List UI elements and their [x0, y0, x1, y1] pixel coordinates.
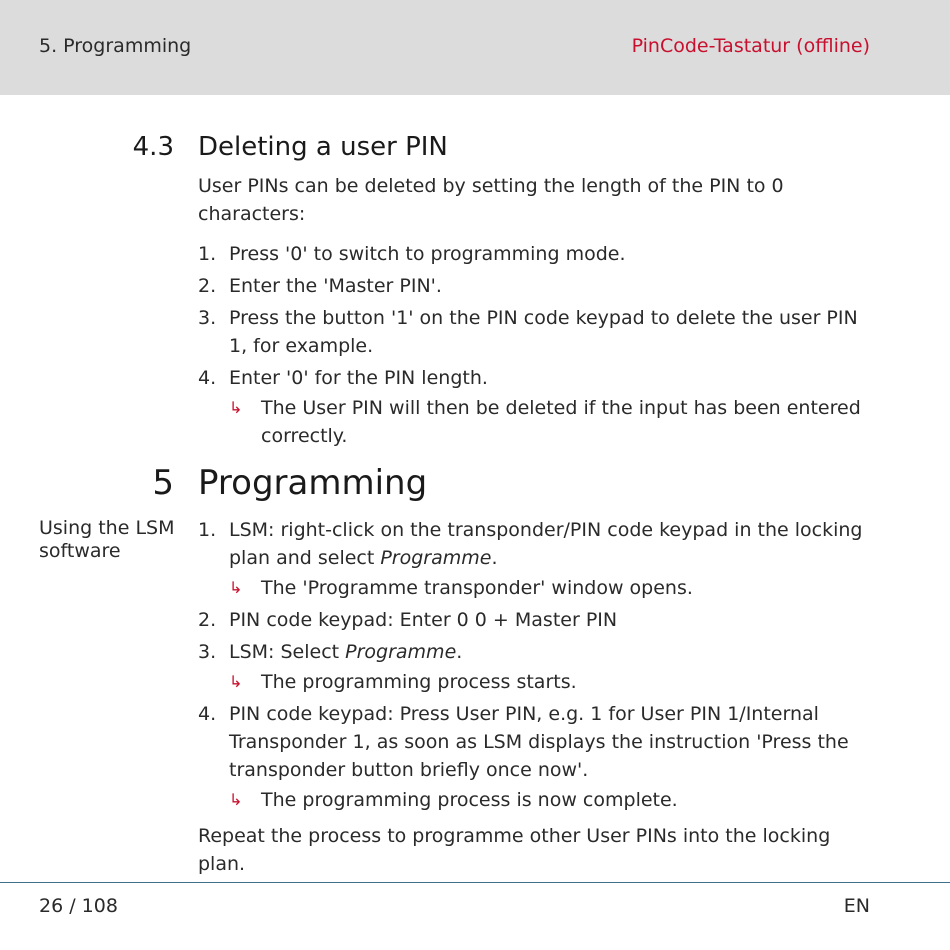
step-number: 2. [198, 275, 217, 297]
step-number: 1. [198, 243, 217, 265]
step-text-end: . [456, 641, 463, 663]
footer-divider [0, 882, 950, 883]
page-number: 26 / 108 [39, 895, 118, 917]
step-text: Press the button '1' on the PIN code keypad to delete the user PIN 1, for example. [229, 307, 858, 357]
step-number: 4. [198, 367, 217, 389]
result-text: The 'Programme transponder' window opens. [261, 577, 693, 599]
result-arrow-icon: ↳ [229, 790, 243, 809]
step-text: Enter '0' for the PIN length. [229, 367, 488, 389]
chapter-number: 5 [152, 463, 174, 503]
section-number: 4.3 [132, 132, 174, 162]
step-result [229, 394, 878, 450]
list-item [198, 240, 878, 268]
step-number: 4. [198, 703, 217, 725]
list-item [198, 700, 878, 814]
list-item [198, 304, 878, 360]
result-arrow-icon: ↳ [229, 398, 243, 417]
header-chapter: 5. Programming [39, 35, 192, 57]
step-text: Press '0' to switch to programming mode. [229, 243, 626, 265]
chapter-title: Programming [198, 463, 428, 503]
step-text-emphasis: Programme [380, 547, 492, 569]
result-text: The programming process is now complete. [261, 789, 678, 811]
step-number: 3. [198, 307, 217, 329]
step-result [229, 786, 878, 814]
step-result [229, 574, 878, 602]
list-item [198, 638, 878, 696]
result-arrow-icon: ↳ [229, 578, 243, 597]
programming-steps [198, 516, 878, 814]
list-item [198, 364, 878, 450]
list-item [198, 272, 878, 300]
step-number: 3. [198, 641, 217, 663]
section-intro: User PINs can be deleted by setting the length of the PIN to 0 characters: [198, 175, 784, 225]
step-text-end: . [491, 547, 498, 569]
language-code: EN [843, 895, 870, 917]
step-result [229, 668, 878, 696]
step-number: 1. [198, 519, 217, 541]
list-item [198, 516, 878, 602]
section-title: Deleting a user PIN [198, 132, 448, 162]
step-number: 2. [198, 609, 217, 631]
result-text: The User PIN will then be deleted if the input has been entered correctly. [261, 397, 861, 447]
list-item [198, 606, 878, 634]
step-text: PIN code keypad: Enter 0 0 + Master PIN [229, 609, 618, 631]
side-label: Using the LSM software [39, 517, 175, 562]
result-arrow-icon: ↳ [229, 672, 243, 691]
step-text: PIN code keypad: Press User PIN, e.g. 1 for User PIN 1/Internal Transponder 1, as soon as LSM displays the instruction 'Press the transponder button briefly once now'. [229, 703, 849, 781]
step-text-emphasis: Programme [345, 641, 457, 663]
step-text: LSM: Select [229, 641, 346, 663]
step-text: LSM: right-click on the transponder/PIN code keypad in the locking plan and select [229, 519, 863, 569]
page-header [0, 0, 950, 95]
delete-pin-steps [198, 240, 878, 450]
closing-paragraph: Repeat the process to programme other User PINs into the locking plan. [198, 825, 831, 875]
step-text: Enter the 'Master PIN'. [229, 275, 442, 297]
header-product: PinCode-Tastatur (offline) [631, 35, 870, 57]
result-text: The programming process starts. [261, 671, 577, 693]
